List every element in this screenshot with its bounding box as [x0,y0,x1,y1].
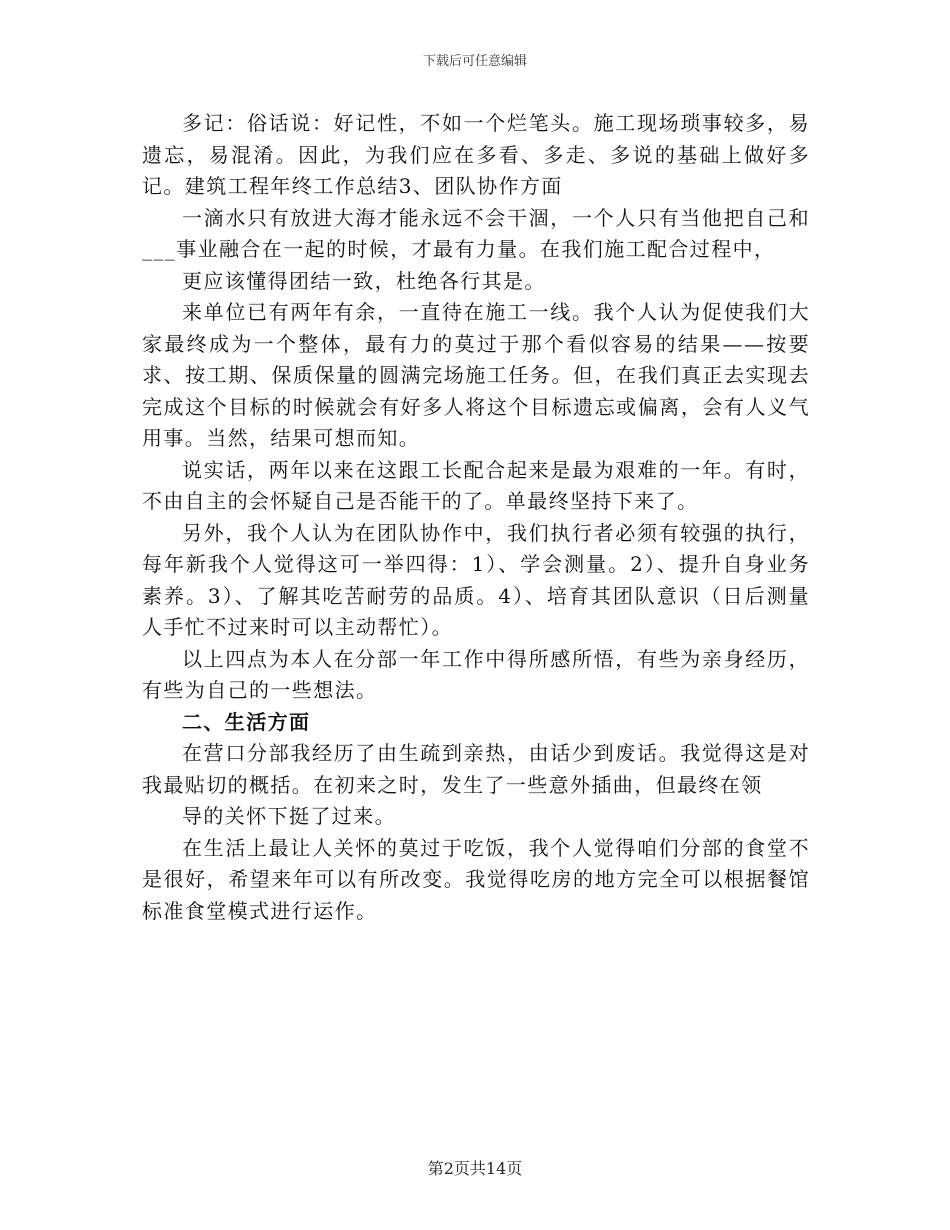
document-body [142,108,810,927]
paragraph-laidanwei: 来单位已有两年有余，一直待在施工一线。我个人认为促使我们大家最终成为一个整体，最有力的莫过于那个看似容易的结果——按要求、按工期、保质保量的圆满完场施工任务。但，在我们真正去实现去完成这个目标的时候就会有好多人将这个目标遗忘或偏离，会有人义气用事。当然，结果可想而知。 [142,300,810,450]
page-header: 下载后可任意编辑 [422,54,527,69]
page-footer: 第2页共14页 [427,1159,523,1178]
paragraph-yingkou: 在营口分部我经历了由生疏到亲热，由话少到废话。我觉得这是对我最贴切的概括。在初来之时，发生了一些意外插曲，但最终在领 [142,741,810,797]
section-heading-shenghuo: 二、生活方面 [182,709,311,734]
paragraph-yidishui: 一滴水只有放进大海才能永远不会干涸，一个人只有当他把自己和___事业融合在一起的时候，才最有力量。在我们施工配合过程中， [142,205,810,261]
paragraph-yishang: 以上四点为本人在分部一年工作中得所感所悟，有些为亲身经历，有些为自己的一些想法。 [142,646,810,702]
paragraph-duoji: 多记：俗话说：好记性，不如一个烂笔头。施工现场琐事较多，易遗忘，易混淆。因此，为我们应在多看、多走、多说的基础上做好多记。建筑工程年终工作总结3、团队协作方面 [142,111,810,198]
paragraph-tuanjie: 更应该懂得团结一致，杜绝各行其是。 [182,268,546,293]
paragraph-guanhuai: 导的关怀下挺了过来。 [182,804,396,828]
paragraph-chifan: 在生活上最让人关怀的莫过于吃饭，我个人觉得咱们分部的食堂不是很好，希望来年可以有所改变。我觉得吃房的地方完全可以根据餐馆标准食堂模式进行运作。 [142,835,810,923]
paragraph-lingwai: 另外，我个人认为在团队协作中，我们执行者必须有较强的执行，每年新我个人觉得这可一举四得：1）、学会测量。2）、提升自身业务素养。3）、了解其吃苦耐劳的品质。4）、培育其团队意识（日后测量人手忙不过来时可以主动帮忙）。 [142,520,810,639]
paragraph-shuoshihua: 说实话，两年以来在这跟工长配合起来是最为艰难的一年。有时，不由自主的会怀疑自己是否能干的了。单最终坚持下来了。 [142,457,810,513]
